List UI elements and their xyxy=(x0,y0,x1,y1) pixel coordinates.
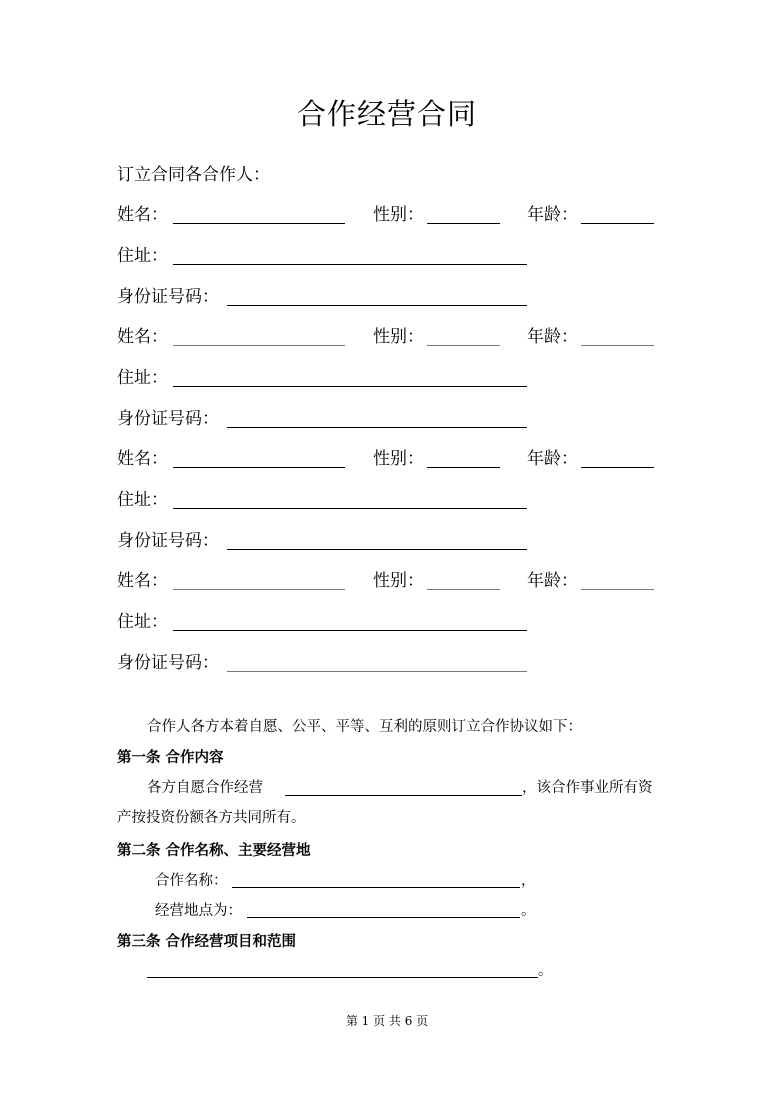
partner-3-gender-field[interactable] xyxy=(427,467,500,468)
age-label: 年龄： xyxy=(527,449,578,469)
address-label: 住址： xyxy=(117,246,168,266)
partner-1-row-basic xyxy=(117,202,657,228)
partner-1-id-field[interactable] xyxy=(227,305,527,306)
gender-label: 性别： xyxy=(373,571,424,591)
article-3-heading: 第三条 合作经营项目和范围 xyxy=(117,934,297,950)
gender-label: 性别： xyxy=(373,205,424,225)
id-label: 身份证号码： xyxy=(117,287,219,307)
business-location-label: 经营地点为： xyxy=(155,903,242,919)
article-2-heading: 第二条 合作名称、主要经营地 xyxy=(117,843,311,859)
id-label: 身份证号码： xyxy=(117,409,219,429)
partner-3-id-field[interactable] xyxy=(227,549,527,550)
gender-label: 性别： xyxy=(373,449,424,469)
partner-4-gender-field[interactable] xyxy=(427,589,500,590)
partner-4-row-basic xyxy=(117,568,657,594)
partner-1-gender-field[interactable] xyxy=(427,223,500,224)
partner-2-row-basic xyxy=(117,324,657,350)
address-label: 住址： xyxy=(117,612,168,632)
age-label: 年龄： xyxy=(527,205,578,225)
article-1-text-line2: 产按投资份额各方共同所有。 xyxy=(117,810,306,826)
preamble-text: 合作人各方本着自愿、公平、平等、互利的原则订立合作协议如下： xyxy=(147,719,582,735)
partner-2-name-field[interactable] xyxy=(173,345,345,346)
article-1-text-after: ，该合作事业所有资 xyxy=(522,780,653,796)
article-1-text-before: 各方自愿合作经营 xyxy=(147,780,263,796)
gender-label: 性别： xyxy=(373,327,424,347)
partner-2-id-field[interactable] xyxy=(227,427,527,428)
partner-4-address-field[interactable] xyxy=(173,630,527,631)
partner-3-row-basic xyxy=(117,446,657,472)
partner-1-address-field[interactable] xyxy=(173,264,527,265)
partner-4-age-field[interactable] xyxy=(581,589,654,590)
address-label: 住址： xyxy=(117,490,168,510)
name-label: 姓名： xyxy=(117,449,168,469)
age-label: 年龄： xyxy=(527,327,578,347)
partner-4-name-field[interactable] xyxy=(173,589,345,590)
name-label: 姓名： xyxy=(117,327,168,347)
partner-2-age-field[interactable] xyxy=(581,345,654,346)
partner-4-id-field[interactable] xyxy=(227,671,527,672)
age-label: 年龄： xyxy=(527,571,578,591)
address-label: 住址： xyxy=(117,368,168,388)
business-scope-field[interactable] xyxy=(147,977,538,978)
cooperation-name-label: 合作名称： xyxy=(155,873,228,889)
partner-2-address-field[interactable] xyxy=(173,386,527,387)
partner-3-age-field[interactable] xyxy=(581,467,654,468)
partner-3-address-field[interactable] xyxy=(173,508,527,509)
partner-1-row-id xyxy=(117,284,537,310)
partner-4-row-id xyxy=(117,650,537,676)
business-content-field[interactable] xyxy=(285,795,522,796)
name-label: 姓名： xyxy=(117,571,168,591)
cooperation-name-field[interactable] xyxy=(232,887,520,888)
partner-1-age-field[interactable] xyxy=(581,223,654,224)
partner-2-gender-field[interactable] xyxy=(427,345,500,346)
business-location-field[interactable] xyxy=(247,917,520,918)
page-number: 第 1 页 共 6 页 xyxy=(345,1014,429,1028)
cooperation-name-end: ， xyxy=(521,873,536,889)
partner-2-row-address xyxy=(117,365,537,391)
business-location-end: 。 xyxy=(521,903,536,919)
article-1-heading: 第一条 合作内容 xyxy=(117,750,224,766)
name-label: 姓名： xyxy=(117,205,168,225)
partner-3-row-id xyxy=(117,528,537,554)
id-label: 身份证号码： xyxy=(117,653,219,673)
document-title: 合作经营合同 xyxy=(296,97,477,131)
partner-3-row-address xyxy=(117,487,537,513)
partner-2-row-id xyxy=(117,406,537,432)
partner-4-row-address xyxy=(117,609,537,635)
partner-3-name-field[interactable] xyxy=(173,467,345,468)
business-scope-end: 。 xyxy=(538,963,553,979)
partners-intro: 订立合同各合作人： xyxy=(117,165,270,185)
partner-1-row-address xyxy=(117,243,537,269)
id-label: 身份证号码： xyxy=(117,531,219,551)
partner-1-name-field[interactable] xyxy=(173,223,345,224)
